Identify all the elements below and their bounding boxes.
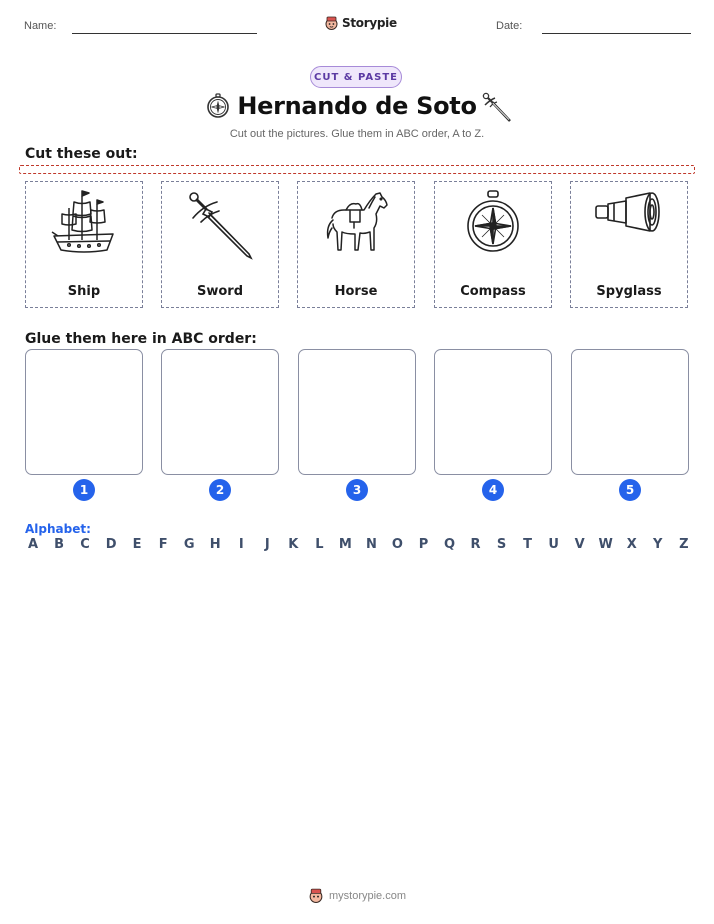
name-line[interactable] xyxy=(72,33,257,34)
card-label-ship: Ship xyxy=(67,284,101,299)
sword-icon xyxy=(479,90,513,124)
alphabet-letter: E xyxy=(132,537,142,552)
brand-logo xyxy=(324,13,397,33)
date-line[interactable] xyxy=(542,33,691,34)
alphabet-letter: A xyxy=(27,537,39,552)
storypie-mascot-icon xyxy=(308,887,324,904)
order-number-1: 1 xyxy=(73,479,95,501)
name-label: Name: xyxy=(24,20,57,32)
alphabet-letter: R xyxy=(470,537,481,552)
alphabet-letter: T xyxy=(523,537,533,552)
storypie-mascot-icon xyxy=(324,15,339,31)
alphabet-letter: N xyxy=(365,537,377,552)
footer-url[interactable]: mystorypie.com xyxy=(328,889,407,902)
alphabet-strip xyxy=(25,537,692,552)
alphabet-letter: I xyxy=(238,537,244,552)
alphabet-letter: D xyxy=(105,537,117,552)
cut-card-compass[interactable] xyxy=(434,181,552,308)
glue-heading: Glue them here in ABC order: xyxy=(25,331,257,347)
card-label-sword: Sword xyxy=(196,284,244,299)
glue-box-2[interactable] xyxy=(161,349,279,475)
alphabet-letter: F xyxy=(158,537,168,552)
alphabet-letter: P xyxy=(418,537,429,552)
order-number-3: 3 xyxy=(346,479,368,501)
alphabet-letter: Q xyxy=(443,537,456,552)
alphabet-letter: C xyxy=(80,537,90,552)
alphabet-letter: Z xyxy=(679,537,689,552)
glue-box-4[interactable] xyxy=(434,349,552,475)
alphabet-letter: H xyxy=(209,537,221,552)
cut-card-spyglass[interactable] xyxy=(570,181,688,308)
alphabet-letter: V xyxy=(574,537,585,552)
alphabet-label: Alphabet: xyxy=(25,522,91,536)
card-label-compass: Compass xyxy=(460,284,526,299)
page-title: Hernando de Soto xyxy=(237,92,477,120)
glue-box-1[interactable] xyxy=(25,349,143,475)
glue-box-5[interactable] xyxy=(571,349,689,475)
alphabet-letter: W xyxy=(598,537,613,552)
horse-icon xyxy=(320,188,392,258)
alphabet-letter: O xyxy=(391,537,403,552)
spyglass-icon xyxy=(592,188,666,240)
footer xyxy=(0,887,714,904)
alphabet-letter: X xyxy=(626,537,637,552)
cut-card-ship[interactable] xyxy=(25,181,143,308)
order-number-2: 2 xyxy=(209,479,231,501)
card-label-horse: Horse xyxy=(334,284,378,299)
alphabet-letter: G xyxy=(183,537,195,552)
alphabet-letter: M xyxy=(338,537,352,552)
alphabet-letter: B xyxy=(54,537,64,552)
compass-icon xyxy=(461,188,525,258)
activity-badge: CUT & PASTE xyxy=(310,66,402,88)
card-label-spyglass: Spyglass xyxy=(596,284,662,299)
alphabet-letter: K xyxy=(288,537,299,552)
ship-icon xyxy=(49,188,119,260)
instructions: Cut out the pictures. Glue them in ABC order, A to Z. xyxy=(229,128,485,140)
cut-card-sword[interactable] xyxy=(161,181,279,308)
cut-heading: Cut these out: xyxy=(25,146,138,162)
order-number-5: 5 xyxy=(619,479,641,501)
alphabet-letter: Y xyxy=(653,537,663,552)
alphabet-letter: U xyxy=(548,537,559,552)
brand-name: Storypie xyxy=(342,16,397,30)
sword-icon xyxy=(183,188,257,262)
order-number-4: 4 xyxy=(482,479,504,501)
alphabet-letter: L xyxy=(315,537,324,552)
cut-line xyxy=(19,165,695,174)
alphabet-letter: S xyxy=(496,537,507,552)
glue-box-3[interactable] xyxy=(298,349,416,475)
alphabet-letter: J xyxy=(264,537,270,552)
cut-card-horse[interactable] xyxy=(297,181,415,308)
date-label: Date: xyxy=(496,20,523,32)
